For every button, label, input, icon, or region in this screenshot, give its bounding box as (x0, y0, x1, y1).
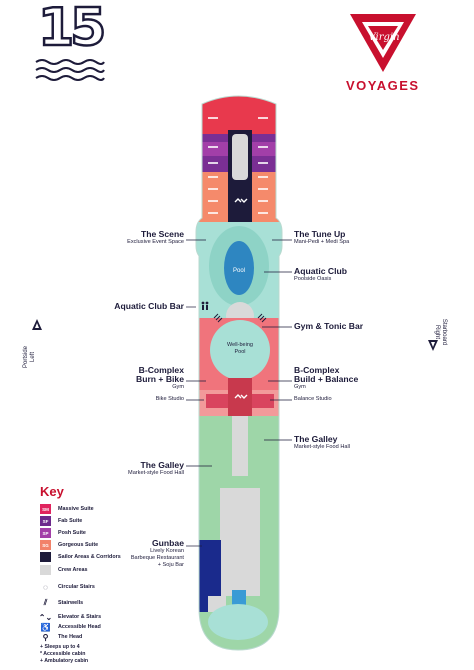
bike-studio-label (100, 396, 184, 403)
head-icon: ⚲ (42, 632, 49, 642)
key-code: SP (42, 530, 49, 536)
key-item (40, 597, 83, 609)
tune-up-title: The Tune Up (294, 229, 346, 239)
key-item (40, 539, 98, 551)
elevator-icon: ⌃⌄ (38, 612, 53, 622)
bow-cabins (190, 88, 290, 134)
key-label: Stairwells (58, 600, 84, 606)
portside-sub: Left (30, 352, 36, 363)
key-label: Massive Suite (58, 506, 94, 512)
balance-studio-label (294, 396, 394, 403)
the-scene-label (90, 230, 184, 246)
posh-suites-port (190, 142, 230, 156)
accessible-icon: * (40, 651, 44, 657)
key-ambulatory-label: Ambulatory cabin (44, 658, 89, 664)
key-item (40, 527, 86, 539)
pool-label: Pool (232, 268, 246, 274)
brand-name: VOYAGES (346, 78, 420, 93)
posh-suites-starboard (250, 142, 290, 156)
wellbeing-pool-label-1: Well-being (227, 342, 253, 348)
key-sleeps-label: Sleeps up to 4 (44, 644, 80, 650)
key-swatch (40, 504, 51, 514)
ambulatory-icon: + (40, 658, 45, 664)
bike-studio-room (206, 394, 228, 408)
key-label: Gorgeous Suite (58, 542, 99, 548)
key-swatch (40, 540, 51, 550)
key-swatch (40, 565, 51, 575)
the-scene-sub: Exclusive Event Space (127, 239, 184, 245)
key-swatch (40, 528, 51, 538)
key-item (40, 581, 95, 593)
galley-left-sub: Market-style Food Hall (128, 470, 184, 476)
bcomplex-right-sub: Gym (294, 384, 306, 390)
galley-right-sub: Market-style Food Hall (294, 444, 350, 450)
key-swatch (40, 552, 51, 562)
aquatic-club-title: Aquatic Club (294, 266, 347, 276)
starboard-sub: Right (434, 324, 440, 339)
key-code: SM (42, 506, 49, 512)
bcomplex-right-label (294, 366, 404, 391)
wellbeing-pool-label-2: Pool (234, 349, 246, 355)
key-label: Fab Suite (58, 518, 83, 524)
bcomplex-left-sub: Gym (172, 384, 184, 390)
bcomplex-right-title-1: B-Complex (294, 365, 340, 375)
key-code: SG (42, 542, 49, 548)
key-code: SF (42, 518, 49, 524)
key-accessible-label: Accessible cabin (43, 651, 86, 657)
gunbae-sub-2: Barbeque Restaurant (130, 555, 184, 561)
key-item (40, 503, 94, 515)
circular-stairs-icon: ◌ (43, 582, 48, 592)
key-label: Elevator & Stairs (58, 614, 102, 620)
key-item (40, 564, 87, 576)
gorgeous-suites-starboard (250, 172, 290, 228)
gunbae-title: Gunbae (152, 538, 184, 548)
bcomplex-left-label (90, 366, 184, 391)
deck-number: 15 (38, 0, 103, 58)
galley-left-title: The Galley (140, 460, 184, 470)
key-label: Crew Areas (58, 567, 88, 573)
galley-right-title: The Galley (294, 434, 338, 444)
key-label: Sailor Areas & Corridors (58, 554, 121, 560)
aquatic-club-label (294, 267, 394, 283)
accessible-head-icon: ♿ (40, 622, 51, 632)
aft-terrace (208, 604, 268, 640)
gym-tonic-title: Gym & Tonic Bar (294, 321, 364, 331)
starboard-title: Starboard (441, 318, 447, 346)
stairwell-icon: ⫽ (43, 598, 48, 607)
balance-studio-room (252, 394, 274, 408)
key-label: Posh Suite (58, 530, 86, 536)
sleeps-icon: + (40, 644, 45, 650)
gunbae-sub-1: Lively Korean (150, 548, 184, 554)
bcomplex-right-title-2: Build + Balance (294, 374, 359, 384)
key-accessible (40, 651, 85, 658)
aquatic-club-bar-label (80, 302, 184, 311)
bcomplex-left-title-1: B-Complex (138, 365, 184, 375)
logo-script: Virgin (368, 32, 400, 43)
key-item (40, 631, 82, 643)
gym-tonic-label (294, 322, 404, 331)
bcomplex-left-title-2: Burn + Bike (136, 374, 184, 384)
key-label: Accessible Head (58, 624, 101, 630)
galley-right-label (294, 435, 404, 451)
key-item (40, 515, 82, 527)
key-ambulatory (40, 658, 88, 665)
key-label: The Head (58, 634, 83, 640)
bike-studio-text: Bike Studio (155, 396, 184, 402)
gunbae-sub-3: + Soju Bar (157, 562, 184, 568)
key-swatch (40, 516, 51, 526)
aquatic-club-sub: Poolside Oasis (294, 276, 332, 282)
crew-area-bow (232, 134, 248, 180)
tune-up-label (294, 230, 394, 246)
galley-kitchen (220, 488, 260, 596)
portside-title: Portside (23, 346, 29, 369)
key-label: Circular Stairs (58, 584, 95, 590)
tune-up-sub: Mani-Pedi + Medi Spa (294, 239, 350, 245)
galley-crew-strip (232, 416, 248, 476)
the-scene-title: The Scene (141, 229, 184, 239)
key-title: Key (40, 484, 64, 499)
galley-left-label (90, 461, 184, 477)
aquatic-club-bar-title: Aquatic Club Bar (114, 301, 184, 311)
key-item (40, 551, 121, 563)
key-sleeps (40, 644, 80, 651)
balance-studio-text: Balance Studio (294, 396, 332, 402)
